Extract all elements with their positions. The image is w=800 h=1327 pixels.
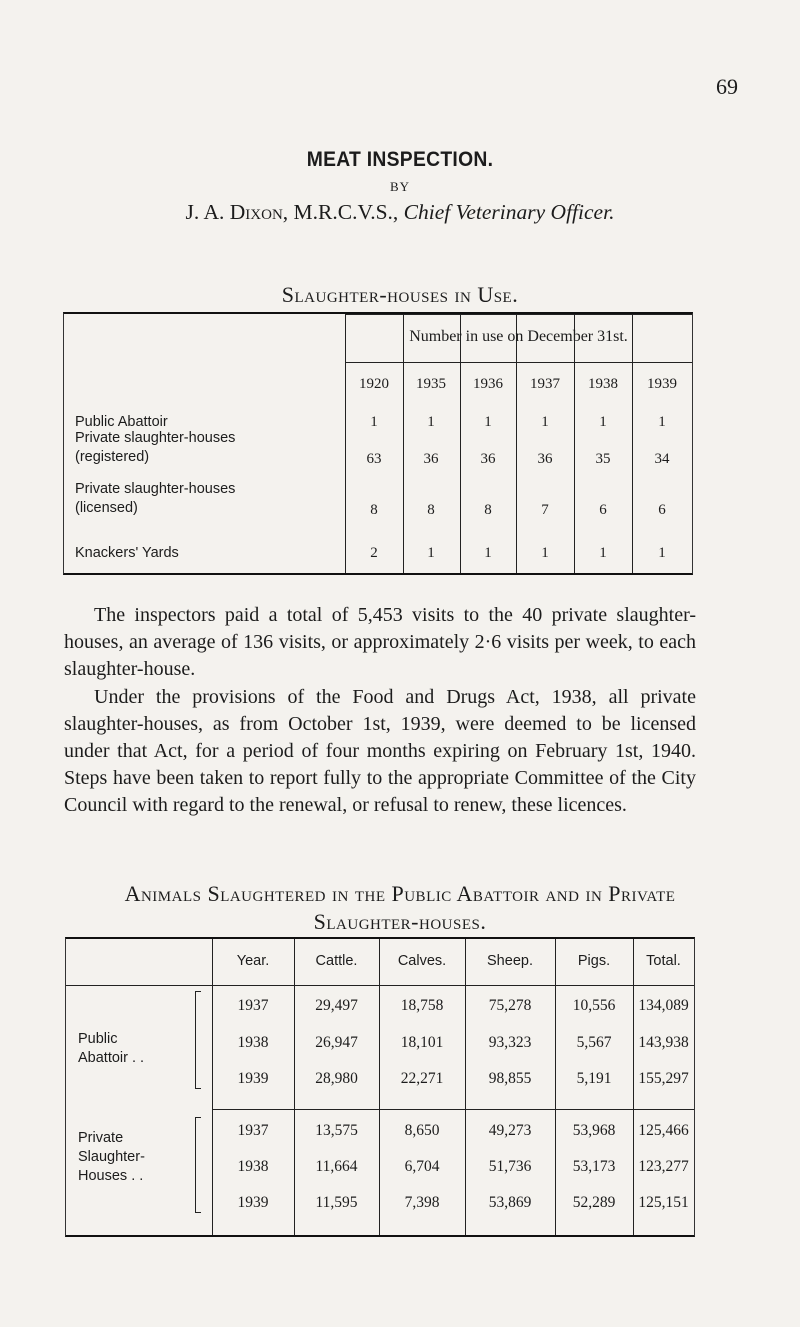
table2-column-header: Year. xyxy=(236,953,270,969)
table1-cell: 1 xyxy=(370,414,378,430)
table2-cell: 53,173 xyxy=(572,1158,616,1175)
table2-cell: 1937 xyxy=(237,997,269,1014)
table2-cell: 1939 xyxy=(237,1194,269,1211)
table1-row-label: Private slaughter-houses xyxy=(75,481,236,497)
table2-cell: 1937 xyxy=(237,1122,269,1139)
table1-row-label: Knackers' Yards xyxy=(75,545,179,561)
byline-by: BY xyxy=(389,179,411,194)
table2-cell: 26,947 xyxy=(315,1034,358,1051)
table2-group-brace xyxy=(195,1117,204,1213)
table1-cell: 34 xyxy=(654,451,670,467)
table2-cell: 5,567 xyxy=(576,1034,612,1051)
table1-cell: 1 xyxy=(484,545,492,561)
table2-cell: 93,323 xyxy=(488,1034,532,1051)
page-title: MEAT INSPECTION. xyxy=(306,148,494,171)
table1-year-header: 1938 xyxy=(588,376,618,392)
table1-cell: 36 xyxy=(537,451,553,467)
table2-cell: 10,556 xyxy=(572,997,616,1014)
table1-cell: 8 xyxy=(427,502,435,518)
table2-cell: 125,466 xyxy=(638,1122,689,1139)
table2-cell: 22,271 xyxy=(400,1070,444,1087)
table2-cell: 123,277 xyxy=(638,1158,689,1175)
author-name: J. A. Dixon, M.R.C.V.S., xyxy=(185,200,399,224)
table1-cell: 63 xyxy=(366,451,382,467)
table1-row-label-sub: (registered) xyxy=(75,449,150,465)
table2-cell: 18,101 xyxy=(400,1034,444,1051)
table2-cell: 5,191 xyxy=(576,1070,612,1087)
table2-column-header: Cattle. xyxy=(315,953,358,969)
table1-cell: 35 xyxy=(595,451,611,467)
table2-column-header: Calves. xyxy=(397,953,447,969)
table1-row-label: Private slaughter-houses xyxy=(75,430,236,446)
table1-row-label: Public Abattoir xyxy=(75,414,168,430)
table2-cell: 53,968 xyxy=(572,1122,616,1139)
table1-year-header: 1937 xyxy=(530,376,560,392)
table2-cell: 8,650 xyxy=(404,1122,440,1139)
table2-title-line2: Slaughter-houses. xyxy=(313,909,487,934)
table1-cell: 6 xyxy=(599,502,607,518)
table2-cell: 98,855 xyxy=(488,1070,532,1087)
author-line xyxy=(0,200,800,225)
table2-cell: 52,289 xyxy=(572,1194,616,1211)
table2-cell: 53,869 xyxy=(488,1194,532,1211)
paragraph-licensing: Under the provisions of the Food and Drugs Act, 1938, all private slaughter-houses, as from October 1st, 1939, were deemed to be licensed under that Act, for a period of four months expiring on February 1st, 1940. Steps have been taken to report fully to the appropriate Committee of the City Council with regard to the renewal, or refusal to renew, these licences. xyxy=(64,686,696,816)
table2-cell: 51,736 xyxy=(488,1158,532,1175)
table1-cell: 1 xyxy=(541,545,549,561)
slaughterhouses-table xyxy=(63,312,693,575)
table1-cell: 8 xyxy=(484,502,492,518)
table2-column-header: Total. xyxy=(646,953,681,969)
table2-cell: 1938 xyxy=(237,1034,269,1051)
author-role: Chief Veterinary Officer. xyxy=(403,200,615,224)
table2-cell: 11,664 xyxy=(315,1158,358,1175)
table1-cell: 1 xyxy=(427,545,435,561)
table2-group-label: Private Slaughter- Houses . . xyxy=(78,1130,145,1184)
table1-cell: 1 xyxy=(658,545,666,561)
table2-cell: 143,938 xyxy=(638,1034,689,1051)
table1-cell: 8 xyxy=(370,502,378,518)
table1-cell: 1 xyxy=(658,414,666,430)
table2-title xyxy=(0,880,800,936)
table1-year-header: 1936 xyxy=(473,376,503,392)
table1-cell: 1 xyxy=(484,414,492,430)
table1-cell: 1 xyxy=(427,414,435,430)
animals-slaughtered-table xyxy=(65,937,695,1237)
table2-cell: 13,575 xyxy=(315,1122,358,1139)
table1-cell: 1 xyxy=(599,545,607,561)
table2-cell: 7,398 xyxy=(404,1194,440,1211)
table2-title-line1: Animals Slaughtered in the Public Abattoir and in Private xyxy=(124,881,676,906)
table1-cell: 36 xyxy=(480,451,496,467)
table1-year-header: 1920 xyxy=(359,376,389,392)
table2-cell: 125,151 xyxy=(638,1194,689,1211)
table2-cell: 49,273 xyxy=(488,1122,532,1139)
table2-cell: 18,758 xyxy=(400,997,444,1014)
table1-year-header: 1935 xyxy=(416,376,446,392)
table1-cell: 7 xyxy=(541,502,549,518)
table1-cell: 2 xyxy=(370,545,378,561)
table2-cell: 155,297 xyxy=(638,1070,689,1087)
table2-cell: 29,497 xyxy=(315,997,358,1014)
table2-cell: 11,595 xyxy=(315,1194,358,1211)
table2-group-brace xyxy=(195,991,204,1089)
table1-title: Slaughter-houses in Use. xyxy=(281,282,519,307)
paragraph-visits: The inspectors paid a total of 5,453 visits to the 40 private slaughter-houses, an average of 136 visits, or approximately 2·6 visits per week, to each slaughter-house. xyxy=(64,604,696,680)
table2-cell: 6,704 xyxy=(404,1158,440,1175)
table1-group-header: Number in use on December 31st. xyxy=(409,328,628,345)
table1-row-label-sub: (licensed) xyxy=(75,500,138,516)
table2-cell: 134,089 xyxy=(638,997,689,1014)
table1-cell: 1 xyxy=(541,414,549,430)
table2-cell: 1938 xyxy=(237,1158,269,1175)
table2-cell: 75,278 xyxy=(488,997,532,1014)
table1-year-header: 1939 xyxy=(647,376,677,392)
table2-group-label: Public Abattoir . . xyxy=(78,1031,145,1066)
page-number: 69 xyxy=(716,74,738,99)
table2-cell: 1939 xyxy=(237,1070,269,1087)
table1-cell: 6 xyxy=(658,502,666,518)
table2-column-header: Pigs. xyxy=(577,953,611,969)
table1-cell: 1 xyxy=(599,414,607,430)
table1-cell: 36 xyxy=(423,451,439,467)
table2-column-header: Sheep. xyxy=(487,953,533,969)
table2-cell: 28,980 xyxy=(315,1070,358,1087)
